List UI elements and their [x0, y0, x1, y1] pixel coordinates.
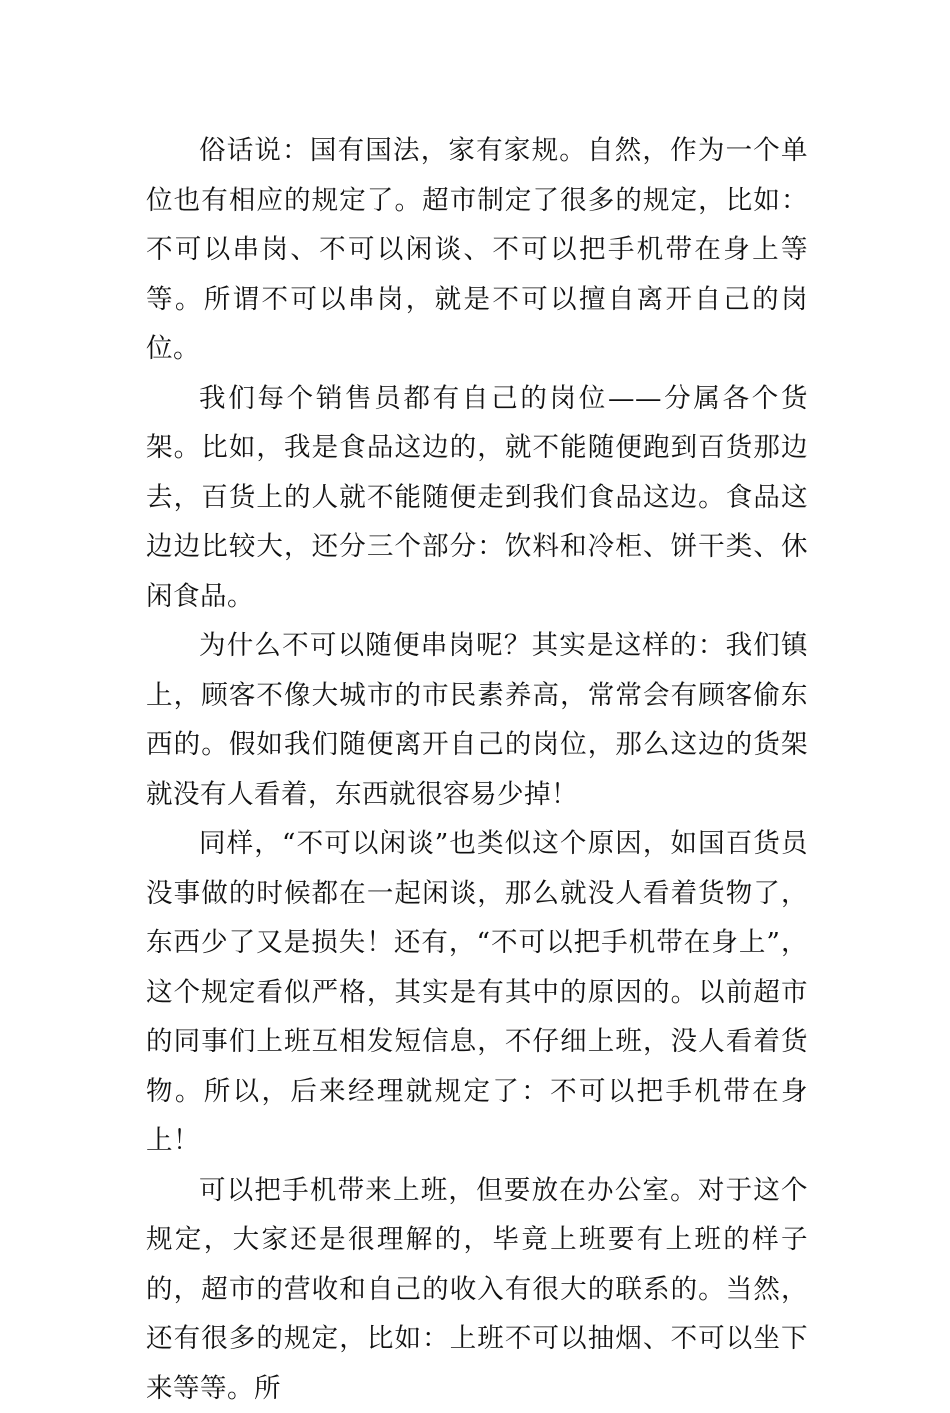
paragraph-5: 可以把手机带来上班，但要放在办公室。对于这个规定，大家还是很理解的，毕竟上班要有上班的样子的，超市的营收和自己的收入有很大的联系的。当然，还有很多的规定，比如：上班不可以抽烟、不可以坐下来等等。所 [146, 1166, 808, 1413]
paragraph-3: 为什么不可以随便串岗呢？其实是这样的：我们镇上，顾客不像大城市的市民素养高，常常会有顾客偷东西的。假如我们随便离开自己的岗位，那么这边的货架就没有人看着，东西就很容易少掉！ [146, 621, 808, 819]
paragraph-1: 俗话说：国有国法，家有家规。自然，作为一个单位也有相应的规定了。超市制定了很多的规定，比如：不可以串岗、不可以闲谈、不可以把手机带在身上等等。所谓不可以串岗，就是不可以擅自离开自己的岗位。 [146, 126, 808, 374]
document-body [146, 126, 808, 1413]
paragraph-2: 我们每个销售员都有自己的岗位——分属各个货架。比如，我是食品这边的，就不能随便跑到百货那边去，百货上的人就不能随便走到我们食品这边。食品这边边比较大，还分三个部分：饮料和冷柜、饼干类、休闲食品。 [146, 374, 808, 622]
paragraph-4: 同样，“不可以闲谈”也类似这个原因，如国百货员没事做的时候都在一起闲谈，那么就没人看着货物了，东西少了又是损失！还有，“不可以把手机带在身上”，这个规定看似严格，其实是有其中的原因的。以前超市的同事们上班互相发短信息，不仔细上班，没人看着货物。所以，后来经理就规定了：不可以把手机带在身上！ [146, 819, 808, 1166]
